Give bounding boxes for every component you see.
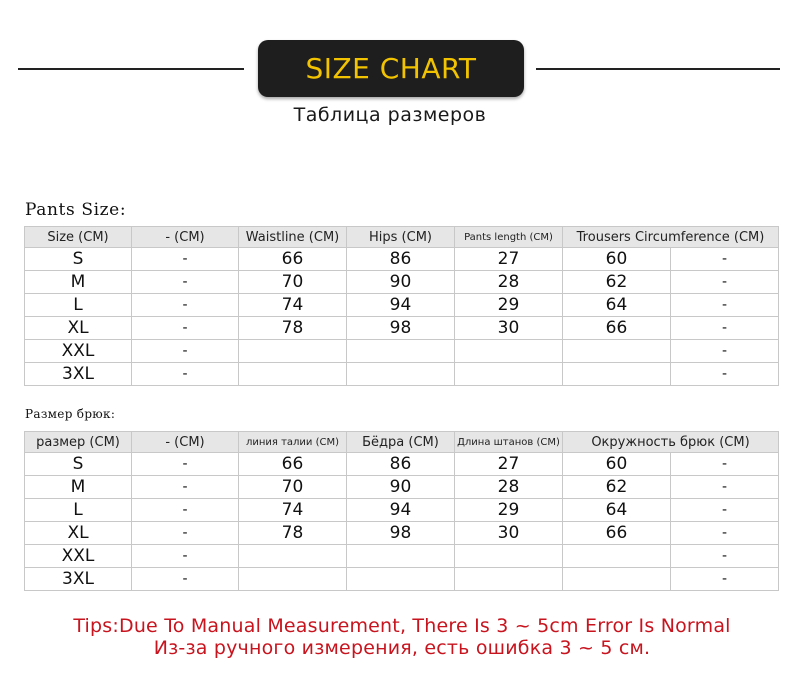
table-cell: 98: [347, 522, 455, 545]
table-cell: -: [671, 294, 779, 317]
tips-text-ru: Из-за ручного измерения, есть ошибка 3 ~ 5 см.: [153, 637, 651, 659]
table-cell: -: [671, 522, 779, 545]
table-cell: XL: [25, 522, 132, 545]
table-cell: XXL: [25, 340, 132, 363]
table-cell: 90: [347, 476, 455, 499]
table-cell: 94: [347, 499, 455, 522]
table-row: [25, 248, 779, 271]
table-cell: [563, 363, 671, 386]
table-cell: 66: [563, 317, 671, 340]
table-cell: [347, 363, 455, 386]
table-cell: -: [671, 568, 779, 591]
header-cell: Hips (CM): [347, 227, 455, 248]
header-cell: - (CM): [132, 227, 239, 248]
table-cell: -: [671, 248, 779, 271]
table-cell: [563, 340, 671, 363]
table-cell: -: [132, 294, 239, 317]
table-cell: S: [25, 453, 132, 476]
table-cell: 27: [455, 248, 563, 271]
table-cell: [347, 545, 455, 568]
table-cell: -: [132, 453, 239, 476]
table-cell: -: [132, 271, 239, 294]
badge-title: SIZE CHART: [305, 52, 477, 85]
table-header-row: [25, 432, 779, 453]
header-cell: Длина штанов (CM): [455, 432, 563, 453]
table-cell: 30: [455, 317, 563, 340]
table-cell: XL: [25, 317, 132, 340]
table-cell: -: [132, 568, 239, 591]
table-cell: 62: [563, 271, 671, 294]
table-row: [25, 453, 779, 476]
table-cell: 28: [455, 271, 563, 294]
table-cell: -: [132, 363, 239, 386]
table-cell: -: [132, 499, 239, 522]
table-cell: 62: [563, 476, 671, 499]
table-cell: M: [25, 476, 132, 499]
header-cell: Pants length (CM): [455, 227, 563, 248]
table-cell: 74: [239, 499, 347, 522]
table-cell: 78: [239, 522, 347, 545]
table-cell: M: [25, 271, 132, 294]
table-cell: [239, 545, 347, 568]
table-cell: XXL: [25, 545, 132, 568]
table-cell: 98: [347, 317, 455, 340]
table-cell: [455, 340, 563, 363]
table-cell: [239, 568, 347, 591]
table-cell: 27: [455, 453, 563, 476]
table-row: [25, 522, 779, 545]
header-cell: размер (CM): [25, 432, 132, 453]
table-cell: [347, 340, 455, 363]
header-cell: Trousers Circumference (CM): [563, 227, 779, 248]
table-cell: [455, 363, 563, 386]
header-cell: Waistline (CM): [239, 227, 347, 248]
table-cell: [455, 568, 563, 591]
table-cell: -: [671, 499, 779, 522]
table-cell: 66: [563, 522, 671, 545]
table-cell: -: [671, 271, 779, 294]
table-cell: -: [671, 363, 779, 386]
table-row: [25, 317, 779, 340]
table-cell: 3XL: [25, 568, 132, 591]
table-cell: -: [132, 340, 239, 363]
table-cell: L: [25, 499, 132, 522]
tips-text: Tips:Due To Manual Measurement, There Is 3 ~ 5cm Error Is Normal: [73, 615, 731, 637]
table-cell: -: [671, 317, 779, 340]
table-cell: 78: [239, 317, 347, 340]
table-cell: 29: [455, 294, 563, 317]
table-cell: -: [671, 476, 779, 499]
table-row: [25, 499, 779, 522]
header-rule-left: [18, 68, 244, 70]
table-cell: -: [132, 522, 239, 545]
table-row: [25, 340, 779, 363]
table-row: [25, 476, 779, 499]
table-cell: [347, 568, 455, 591]
table-cell: 90: [347, 271, 455, 294]
table-cell: 60: [563, 248, 671, 271]
pants-size-label-ru: Размер брюк:: [25, 407, 116, 421]
table-cell: 66: [239, 248, 347, 271]
table-cell: 86: [347, 453, 455, 476]
table-cell: [455, 545, 563, 568]
table-cell: -: [671, 545, 779, 568]
table-cell: 86: [347, 248, 455, 271]
size-chart-badge: [258, 40, 524, 97]
pants-size-table: [24, 226, 779, 386]
pants-size-table-ru: [24, 431, 779, 591]
table-cell: -: [132, 317, 239, 340]
header-cell: - (CM): [132, 432, 239, 453]
table-cell: 64: [563, 499, 671, 522]
table-cell: 30: [455, 522, 563, 545]
table-cell: -: [132, 545, 239, 568]
header-rule-right: [536, 68, 780, 70]
table-row: [25, 363, 779, 386]
table-row: [25, 568, 779, 591]
table-row: [25, 294, 779, 317]
table-cell: S: [25, 248, 132, 271]
table-cell: L: [25, 294, 132, 317]
table-cell: -: [132, 476, 239, 499]
header-cell: Бёдра (CM): [347, 432, 455, 453]
table-cell: 60: [563, 453, 671, 476]
header-cell: Size (CM): [25, 227, 132, 248]
header-cell: Окружность брюк (CM): [563, 432, 779, 453]
table-cell: -: [671, 453, 779, 476]
table-cell: 70: [239, 476, 347, 499]
table-header-row: [25, 227, 779, 248]
table-cell: 29: [455, 499, 563, 522]
pants-size-label: Pants Size:: [25, 200, 127, 220]
table-cell: [239, 340, 347, 363]
header-cell: линия талии (CM): [239, 432, 347, 453]
table-cell: 28: [455, 476, 563, 499]
table-cell: -: [132, 248, 239, 271]
table-cell: [239, 363, 347, 386]
table-cell: 3XL: [25, 363, 132, 386]
table-cell: 74: [239, 294, 347, 317]
table-cell: 64: [563, 294, 671, 317]
table-cell: 66: [239, 453, 347, 476]
table-cell: [563, 568, 671, 591]
table-cell: 94: [347, 294, 455, 317]
table-row: [25, 545, 779, 568]
table-cell: -: [671, 340, 779, 363]
table-row: [25, 271, 779, 294]
table-cell: 70: [239, 271, 347, 294]
subtitle: Таблица размеров: [293, 104, 487, 126]
table-cell: [563, 545, 671, 568]
